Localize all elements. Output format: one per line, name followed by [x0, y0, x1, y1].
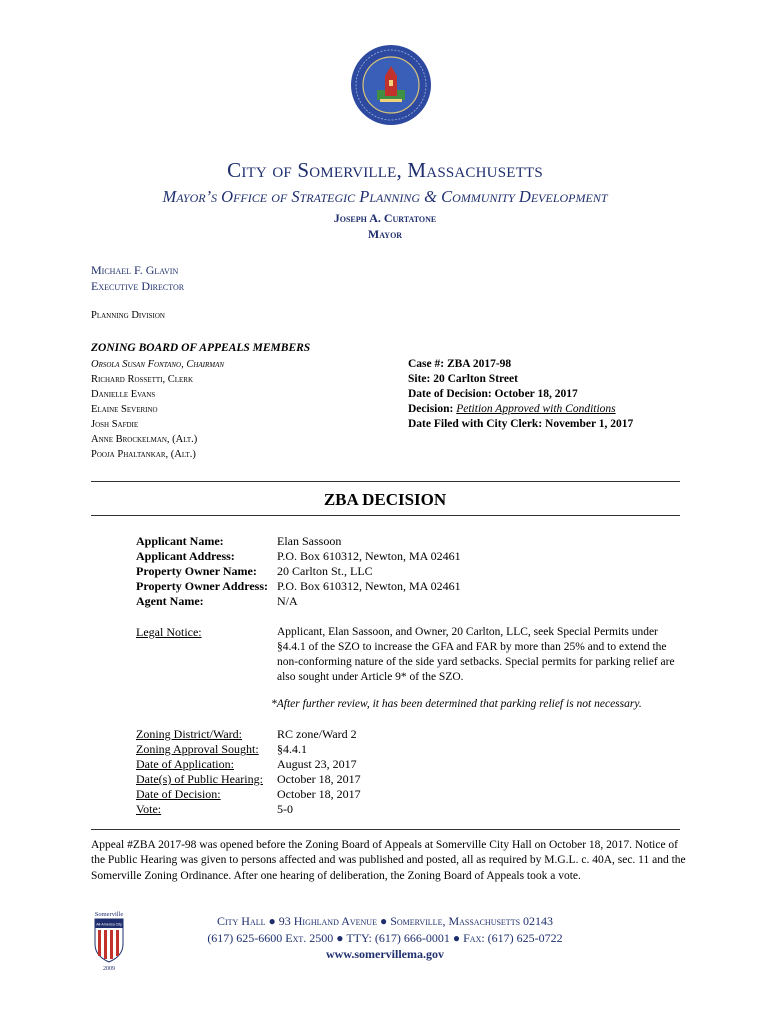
director-title: Executive Director	[91, 279, 185, 293]
case-number: Case #: ZBA 2017-98	[408, 358, 512, 370]
hearing-date-label: Date(s) of Public Hearing:	[136, 772, 263, 786]
board-member: Anne Brockelman, (Alt.)	[91, 434, 198, 445]
board-member-list	[91, 357, 224, 462]
owner-name-value: 20 Carlton St., LLC	[277, 564, 373, 578]
city-title: City of Somerville, Massachusetts	[227, 158, 543, 182]
appeal-paragraph: Appeal #ZBA 2017-98 was opened before the Zoning Board of Appeals at Somerville City Hall on October 18, 2017. Notice of the Public Hearing was given to persons affected and was published and posted, all as required by M.G.L. c. 40A, sec. 11 and the Somerville Zoning Ordinance. After one hearing of deliberation, the Zoning Board of Appeals took a vote.	[91, 839, 686, 882]
hearing-date-value: October 18, 2017	[277, 772, 361, 786]
vote-label: Vote:	[136, 802, 162, 816]
board-member: Danielle Evans	[91, 389, 156, 400]
case-decision-value: Petition Approved with Conditions	[456, 403, 616, 415]
board-member: Pooja Phaltankar, (Alt.)	[91, 449, 196, 460]
divider	[91, 515, 680, 516]
case-site: Site: 20 Carlton Street	[408, 373, 518, 385]
owner-name-label: Property Owner Name:	[136, 564, 257, 578]
svg-text:All-America City: All-America City	[96, 922, 122, 927]
case-date-filed: Date Filed with City Clerk: November 1, 2017	[408, 418, 634, 430]
mayor-title: Mayor	[367, 227, 403, 241]
application-date-label: Date of Application:	[136, 757, 234, 771]
owner-address-label: Property Owner Address:	[136, 579, 268, 593]
parking-note: *After further review, it has been determined that parking relief is not necessary.	[271, 698, 642, 710]
divider	[91, 829, 680, 830]
footer-website-link[interactable]: www.somervillema.gov	[326, 947, 444, 961]
board-member: Orsola Susan Fontano, Chairman	[91, 359, 225, 370]
board-member: Josh Safdie	[91, 419, 139, 430]
decision-date-value: October 18, 2017	[277, 787, 361, 801]
zoning-district-label: Zoning District/Ward:	[136, 727, 243, 741]
applicant-address-label: Applicant Address:	[136, 549, 235, 563]
board-member: Elaine Severino	[91, 404, 158, 415]
case-decision-label: Decision:	[408, 403, 457, 415]
case-info	[408, 357, 633, 432]
mayor-name: Joseph A. Curtatone	[333, 211, 437, 225]
owner-address-value: P.O. Box 610312, Newton, MA 02461	[277, 579, 461, 593]
zoning-approval-value: §4.4.1	[277, 742, 307, 756]
decision-title: ZBA DECISION	[323, 490, 447, 509]
footer-phone: (617) 625-6600 Ext. 2500 ● TTY: (617) 666-0001 ● Fax: (617) 625-0722	[207, 931, 563, 945]
zoning-approval-label: Zoning Approval Sought:	[136, 742, 259, 756]
applicant-name-value: Elan Sassoon	[277, 534, 342, 548]
planning-division: Planning Division	[91, 310, 165, 321]
board-member: Richard Rossetti, Clerk	[91, 374, 193, 385]
legal-notice-label: Legal Notice:	[136, 625, 202, 639]
office-title: Mayor’s Office of Strategic Planning & Community Development	[162, 187, 608, 206]
svg-text:2009: 2009	[103, 966, 115, 972]
agent-name-value: N/A	[277, 594, 298, 608]
footer-address: City Hall ● 93 Highland Avenue ● Somerville, Massachusetts 02143	[216, 914, 554, 928]
applicant-address-value: P.O. Box 610312, Newton, MA 02461	[277, 549, 461, 563]
svg-text:Somerville: Somerville	[94, 911, 124, 918]
case-decision-date: Date of Decision: October 18, 2017	[408, 388, 578, 400]
decision-date-label: Date of Decision:	[136, 787, 221, 801]
legal-notice-text: Applicant, Elan Sassoon, and Owner, 20 Carlton, LLC, seek Special Permits under §4.4.1 of the SZO to increase the GFA and FAR by more than 25% and to extend the non-conforming nature of the side yard setbacks. Special permits for parking relief are also sought under Article 9* of the SZO.	[277, 626, 675, 683]
board-heading: ZONING BOARD OF APPEALS MEMBERS	[91, 342, 311, 354]
case-decision	[408, 402, 633, 417]
vote-value: 5-0	[277, 802, 293, 816]
director-name: Michael F. Glavin	[91, 263, 179, 277]
application-date-value: August 23, 2017	[277, 757, 357, 771]
divider	[91, 481, 680, 482]
agent-name-label: Agent Name:	[136, 594, 204, 608]
applicant-name-label: Applicant Name:	[136, 534, 224, 548]
zoning-district-value: RC zone/Ward 2	[277, 727, 357, 741]
city-seal-icon	[350, 44, 432, 126]
